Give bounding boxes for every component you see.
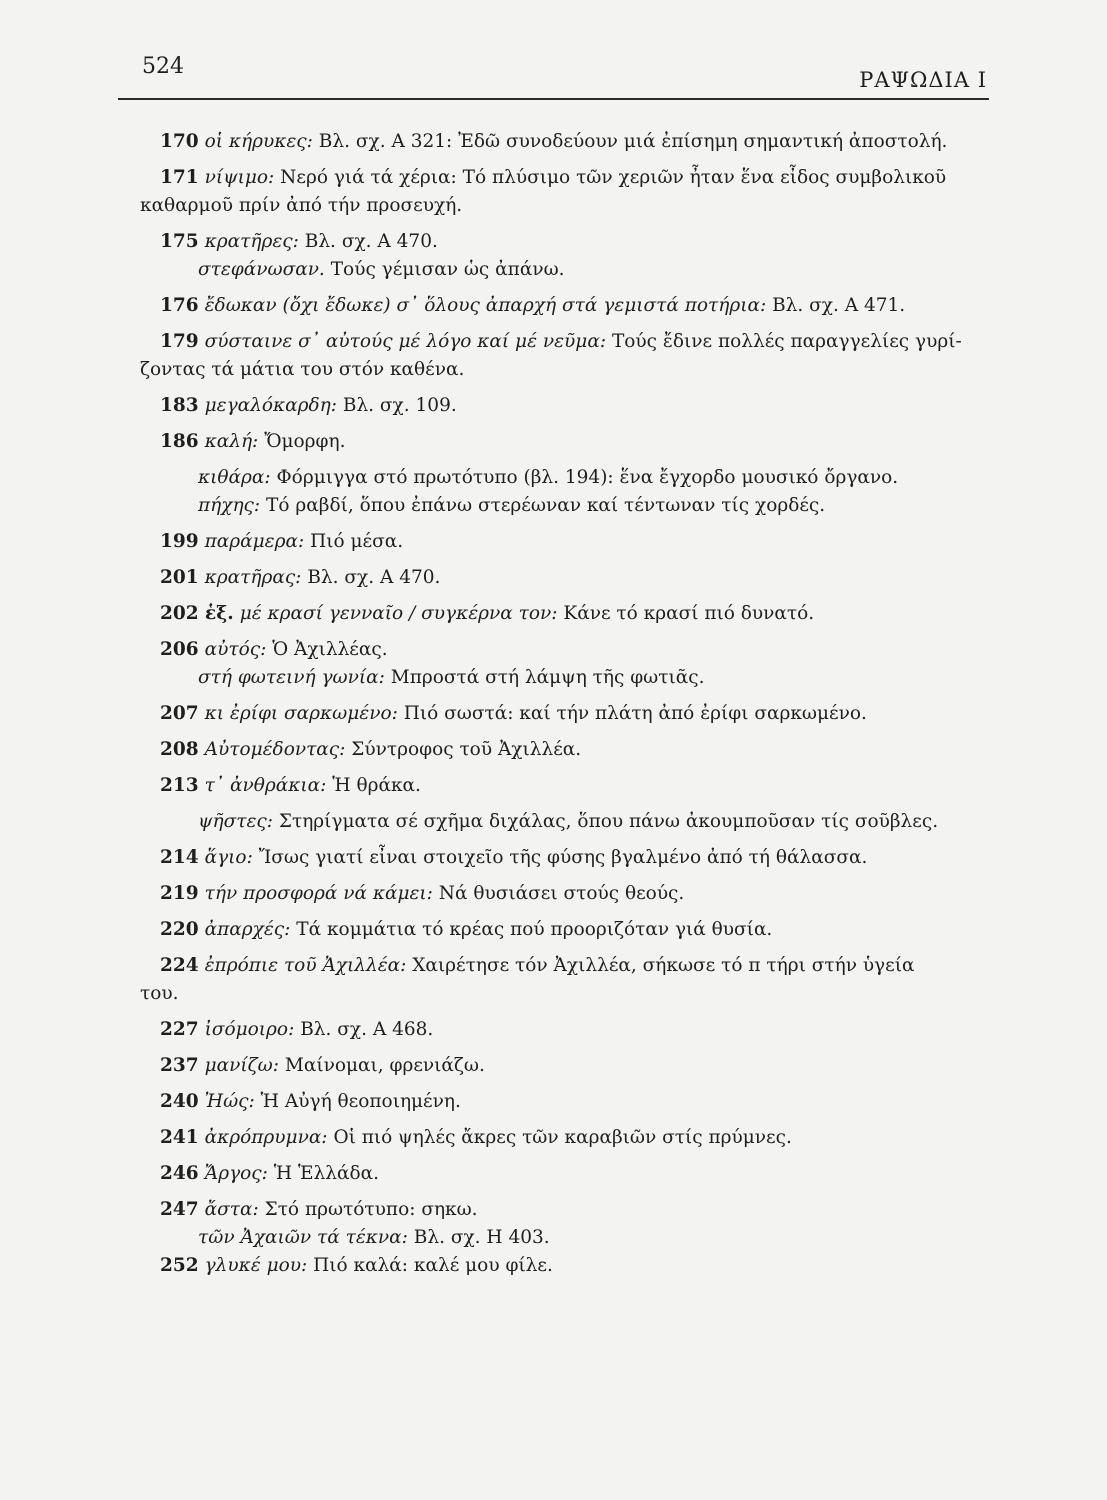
note-number: 213 [160, 775, 199, 796]
note-lemma: κιθάρα: [198, 467, 271, 488]
note-text: Τούς ἔδινε πολλές παραγγελίες γυρί- [611, 331, 962, 352]
note-number: 175 [160, 231, 199, 252]
note-text: Νά θυσιάσει στούς θεούς. [438, 883, 685, 904]
note-lemma: μέ κρασί γενναῖο / συγκέρνα τον: [239, 603, 558, 624]
note-number: 252 [160, 1255, 199, 1276]
note-text: Βλ. σχ. Α 321: Ἐδῶ συνοδεύουν μιά ἐπίσημη σημαντική ἀποστολή. [318, 131, 948, 152]
note-lemma: ἅγιο: [204, 847, 253, 868]
note-text: Μαίνομαι, φρενιάζω. [284, 1055, 485, 1076]
note-number: 202 ἑξ. [160, 603, 234, 624]
note-170 [160, 128, 1000, 156]
note-227 [160, 1016, 1000, 1044]
note-continuation: καθαρμοῦ πρίν ἀπό τήν προσευχή. [140, 195, 463, 216]
note-number: 237 [160, 1055, 199, 1076]
note-number: 179 [160, 331, 199, 352]
note-186-sub-2 [160, 492, 1000, 520]
note-number: 208 [160, 739, 199, 760]
note-183 [160, 392, 1000, 420]
note-lemma: ἀκρόπρυμνα: [204, 1127, 328, 1148]
note-lemma: ψῆστες: [198, 811, 273, 832]
note-text: Ὄμορφη. [264, 431, 346, 452]
note-number: 247 [160, 1199, 199, 1220]
note-number: 224 [160, 955, 199, 976]
note-number: 170 [160, 131, 199, 152]
note-213 [160, 772, 1000, 800]
note-number: 207 [160, 703, 199, 724]
note-lemma: παράμερα: [204, 531, 305, 552]
note-171 [140, 164, 1000, 220]
note-lemma: πήχης: [198, 495, 261, 516]
note-176 [160, 292, 1000, 320]
note-text: Βλ. σχ. Α 468. [300, 1019, 434, 1040]
note-number: 186 [160, 431, 199, 452]
note-lemma: οἱ κήρυκες: [204, 131, 313, 152]
note-number: 199 [160, 531, 199, 552]
page-number: 524 [142, 54, 184, 79]
note-lemma: κρατῆρας: [204, 567, 302, 588]
note-text: Βλ. σχ. Α 470. [304, 231, 438, 252]
note-lemma: κι ἐρίφι σαρκωμένο: [204, 703, 398, 724]
note-text: Ἡ Αὐγή θεοποιημένη. [260, 1091, 461, 1112]
note-lemma: γλυκέ μου: [204, 1255, 308, 1276]
note-number: 171 [160, 167, 199, 188]
note-text: Βλ. σχ. Η 403. [413, 1227, 550, 1248]
note-247 [160, 1196, 1000, 1224]
note-247-sub [160, 1224, 1000, 1252]
note-175-sub [160, 256, 1000, 284]
note-175 [160, 228, 1000, 256]
note-252 [160, 1252, 1000, 1280]
note-text: Πιό σωστά: καί τήν πλάτη ἀπό ἐρίφι σαρκωμένο. [403, 703, 867, 724]
note-text: Στό πρωτότυπο: σηκω. [264, 1199, 478, 1220]
note-224 [140, 952, 1000, 1008]
note-lemma: Ἠώς: [204, 1091, 255, 1112]
note-lemma: ἀπαρχές: [204, 919, 291, 940]
note-179 [140, 328, 1000, 384]
note-number: 176 [160, 295, 199, 316]
note-241 [160, 1124, 1000, 1152]
note-number: 214 [160, 847, 199, 868]
note-number: 227 [160, 1019, 199, 1040]
note-number: 201 [160, 567, 199, 588]
note-lemma: κρατῆρες: [204, 231, 299, 252]
note-text: Βλ. σχ. 109. [342, 395, 457, 416]
note-text: Βλ. σχ. Α 471. [772, 295, 906, 316]
note-lemma: ἄστα: [204, 1199, 259, 1220]
note-text: Οἱ πιό ψηλές ἄκρες τῶν καραβιῶν στίς πρύμνες. [333, 1127, 792, 1148]
note-213-sub [160, 808, 1000, 836]
note-text: Βλ. σχ. Α 470. [307, 567, 441, 588]
note-lemma: καλή: [204, 431, 259, 452]
note-lemma: νίψιμο: [204, 167, 275, 188]
running-head: ΡΑΨΩΔΙΑ Ι [859, 68, 987, 92]
note-207 [160, 700, 1000, 728]
note-number: 183 [160, 395, 199, 416]
note-number: 246 [160, 1163, 199, 1184]
note-220 [160, 916, 1000, 944]
note-text: Πιό καλά: καλέ μου φίλε. [313, 1255, 553, 1276]
note-text: Τό ραβδί, ὅπου ἐπάνω στερέωναν καί τέντωναν τίς χορδές. [266, 495, 826, 516]
note-lemma: ἔδωκαν (ὄχι ἔδωκε) σ᾿ ὅλους ἀπαρχή στά γεμιστά ποτήρια: [204, 295, 767, 316]
note-206-sub [160, 664, 1000, 692]
note-219 [160, 880, 1000, 908]
note-lemma: τ᾿ ἀνθράκια: [204, 775, 327, 796]
note-number: 220 [160, 919, 199, 940]
note-text: Πιό μέσα. [310, 531, 404, 552]
note-text: Τά κομμάτια τό κρέας πού προοριζόταν γιά θυσία. [296, 919, 773, 940]
note-text: Ὁ Ἀχιλλέας. [272, 639, 388, 660]
note-text: Νερό γιά τά χέρια: Τό πλύσιμο τῶν χεριῶν ἦταν ἕνα εἶδος συμβολικοῦ [280, 167, 947, 188]
note-number: 219 [160, 883, 199, 904]
note-246 [160, 1160, 1000, 1188]
note-lemma: μεγαλόκαρδη: [204, 395, 337, 416]
note-214 [160, 844, 1000, 872]
note-number: 206 [160, 639, 199, 660]
note-continuation: του. [140, 983, 179, 1004]
note-number: 241 [160, 1127, 199, 1148]
note-240 [160, 1088, 1000, 1116]
note-lemma: αὐτός: [204, 639, 267, 660]
note-lemma: μανίζω: [204, 1055, 279, 1076]
note-text: Μπροστά στή λάμψη τῆς φωτιᾶς. [390, 667, 705, 688]
note-lemma: σύσταινε σ᾿ αὐτούς μέ λόγο καί μέ νεῦμα: [204, 331, 607, 352]
note-text: Χαιρέτησε τόν Ἀχιλλέα, σήκωσε τό π τήρι στήν ὑγεία [412, 955, 915, 976]
note-199 [160, 528, 1000, 556]
note-lemma: τῶν Ἀχαιῶν τά τέκνα: [198, 1227, 408, 1248]
note-text: Κάνε τό κρασί πιό δυνατό. [563, 603, 815, 624]
note-lemma: Αὐτομέδοντας: [204, 739, 346, 760]
note-lemma: τήν προσφορά νά κάμει: [204, 883, 433, 904]
note-237 [160, 1052, 1000, 1080]
page-header [118, 48, 989, 100]
note-lemma: ἐπρόπιε τοῦ Ἀχιλλέα: [204, 955, 407, 976]
note-lemma: Ἄργος: [204, 1163, 268, 1184]
note-lemma: στεφάνωσαν. [198, 259, 325, 280]
note-number: 240 [160, 1091, 199, 1112]
note-202 [160, 600, 1000, 628]
note-text: Ἡ θράκα. [332, 775, 421, 796]
note-text: Ἴσως γιατί εἶναι στοιχεῖο τῆς φύσης βγαλμένο ἀπό τή θάλασσα. [258, 847, 868, 868]
note-lemma: στή φωτεινή γωνία: [198, 667, 385, 688]
note-text: Σύντροφος τοῦ Ἀχιλλέα. [351, 739, 582, 760]
note-206 [160, 636, 1000, 664]
note-text: Τούς γέμισαν ὡς ἀπάνω. [330, 259, 565, 280]
note-186 [160, 428, 1000, 456]
notes-list [140, 128, 1000, 1288]
note-208 [160, 736, 1000, 764]
note-lemma: ἰσόμοιρο: [204, 1019, 295, 1040]
note-201 [160, 564, 1000, 592]
note-text: Στηρίγματα σέ σχῆμα διχάλας, ὅπου πάνω ἀκουμποῦσαν τίς σοῦβλες. [278, 811, 939, 832]
note-text: Φόρμιγγα στό πρωτότυπο (βλ. 194): ἕνα ἔγχορδο μουσικό ὄργανο. [276, 467, 899, 488]
note-186-sub-1 [160, 464, 1000, 492]
note-text: Ἡ Ἑλλάδα. [273, 1163, 380, 1184]
note-continuation: ζοντας τά μάτια του στόν καθένα. [140, 359, 465, 380]
